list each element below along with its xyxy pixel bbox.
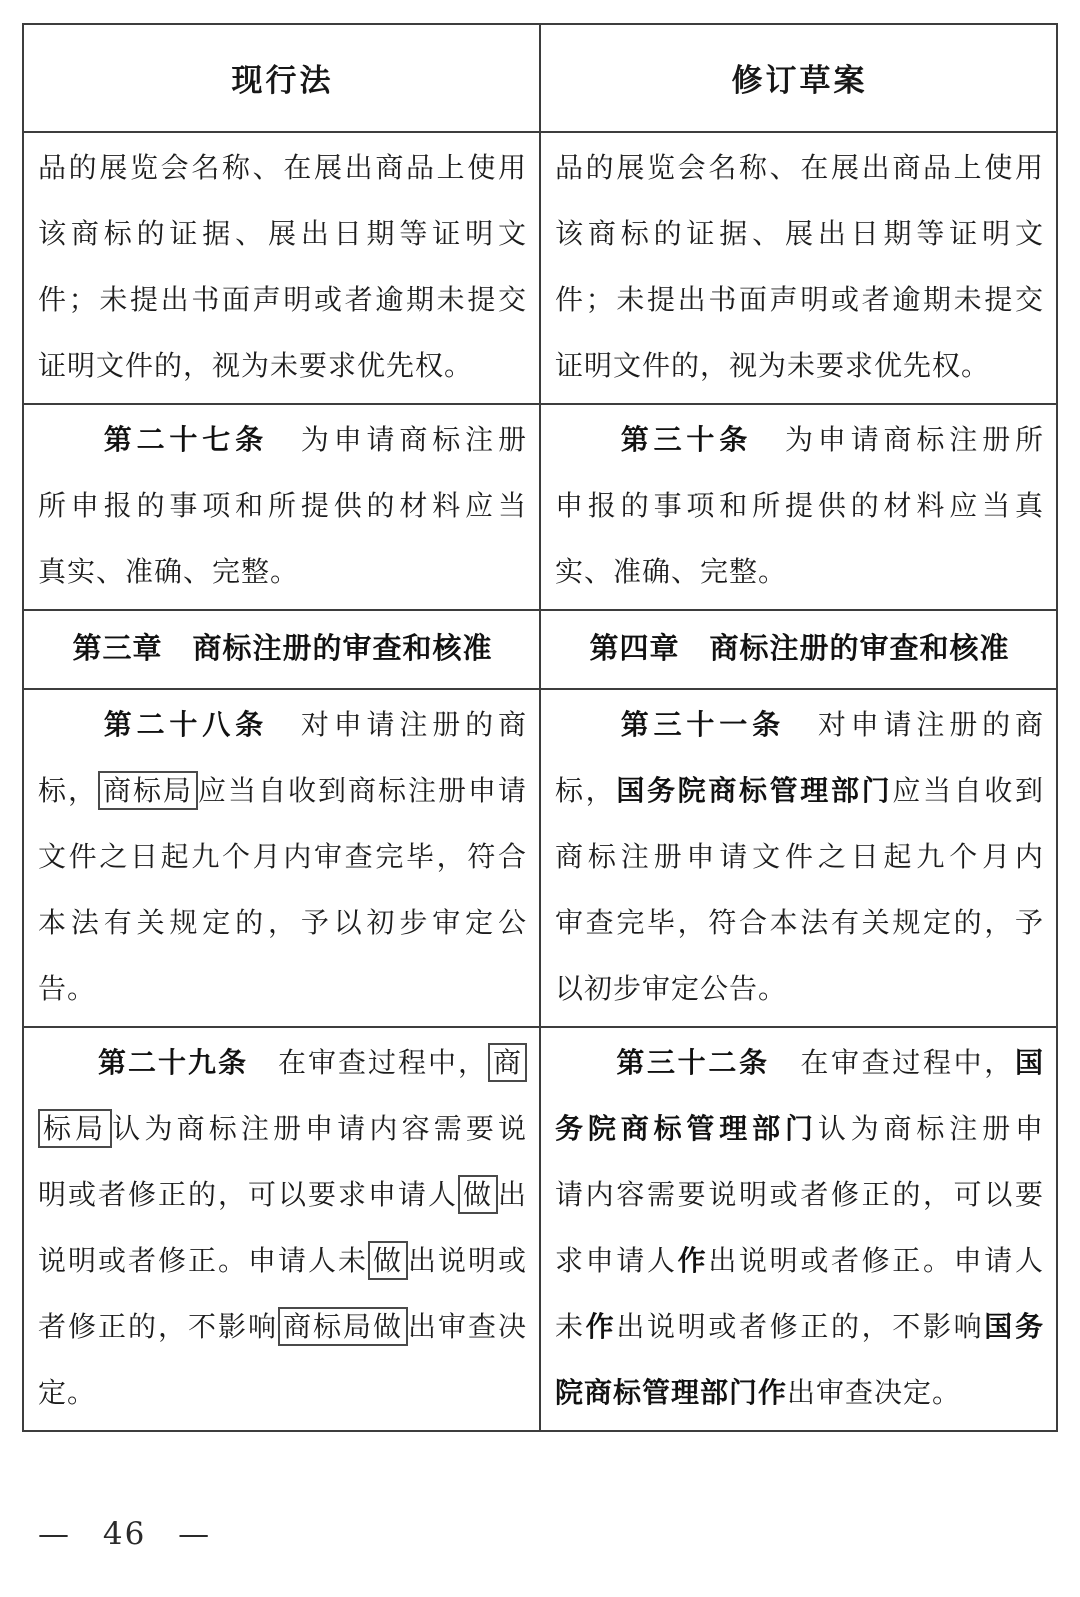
text-segment	[555, 423, 621, 456]
text-line	[38, 758, 527, 824]
text-segment: 说明或者修正。申请人未	[38, 1244, 368, 1277]
text-segment: 认为商标注册申请内容需要说	[112, 1112, 527, 1145]
text-line	[555, 758, 1044, 824]
inserted-emphasis-text: 务院商标管理部门	[555, 1112, 818, 1145]
text-line	[38, 333, 527, 399]
text-line	[38, 1294, 527, 1360]
text-segment: 求申请人	[555, 1244, 678, 1277]
text-segment: 出说明或	[407, 1244, 527, 1277]
text-segment: 证明文件的，视为未要求优先权。	[555, 349, 991, 382]
text-line	[38, 1096, 527, 1162]
text-line	[38, 956, 527, 1022]
inserted-emphasis-text: 第二十八条	[103, 708, 268, 741]
text-line	[555, 333, 1044, 399]
text-segment	[770, 1046, 801, 1079]
text-segment: 者修正的，不影响	[38, 1310, 278, 1343]
text-line	[38, 1030, 527, 1096]
text-segment	[785, 708, 818, 741]
text-segment: 文件之日起九个月内审查完毕，符合	[38, 840, 527, 873]
text-line	[38, 407, 527, 473]
text-segment: 件；未提出书面声明或者逾期未提交	[38, 283, 527, 316]
inserted-emphasis-text: 第三十条	[620, 423, 753, 456]
table-row	[23, 132, 1057, 404]
inserted-emphasis-text: 院商标管理部门作	[555, 1376, 788, 1409]
page-number: — 46 —	[38, 1516, 212, 1552]
text-line	[555, 473, 1044, 539]
header-revised-draft: 修订草案	[540, 24, 1057, 132]
header-row	[23, 24, 1057, 132]
text-line	[555, 1294, 1044, 1360]
text-segment	[248, 1046, 278, 1079]
text-line	[38, 267, 527, 333]
text-line	[555, 1360, 1044, 1426]
cell-current-law	[23, 132, 540, 404]
text-line	[555, 1228, 1044, 1294]
text-segment: 审查完毕，符合本法有关规定的，予	[555, 906, 1044, 939]
text-segment: 申报的事项和所提供的材料应当真	[555, 489, 1044, 522]
inserted-emphasis-text: 作	[585, 1310, 617, 1343]
text-segment: 为申请商标注册所	[785, 423, 1044, 456]
inserted-emphasis-text: 国务院商标管理部门	[616, 774, 893, 807]
text-line	[555, 1096, 1044, 1162]
text-line	[555, 201, 1044, 267]
inserted-emphasis-text: 第四章 商标注册的审查和核准	[589, 631, 1010, 665]
text-segment: 应当自收到商标注册申请	[198, 774, 527, 807]
inserted-emphasis-text: 第三章 商标注册的审查和核准	[72, 631, 493, 665]
text-segment: 在审查过程中，	[277, 1046, 488, 1079]
cell-revised-draft	[540, 689, 1057, 1027]
text-segment: 实、准确、完整。	[555, 555, 788, 588]
cell-current-law	[23, 1027, 540, 1431]
text-segment: 对申请注册的商	[300, 708, 527, 741]
text-segment: 品的展览会名称、在展出商品上使用	[38, 151, 527, 184]
cell-current-law	[23, 610, 540, 689]
text-segment: 出审查决定。	[787, 1376, 962, 1409]
boxed-deleted-text: 做	[368, 1241, 408, 1280]
text-segment	[555, 708, 621, 741]
text-segment: 对申请注册的商	[817, 708, 1044, 741]
text-line	[555, 1162, 1044, 1228]
comparison-table-header	[23, 24, 1057, 132]
text-segment: 以初步审定公告。	[555, 972, 788, 1005]
text-segment: 为申请商标注册	[300, 423, 527, 456]
table-row	[23, 689, 1057, 1027]
text-line	[555, 539, 1044, 605]
text-line	[38, 473, 527, 539]
text-segment	[268, 423, 301, 456]
comparison-table-body	[23, 132, 1057, 1431]
text-line	[38, 539, 527, 605]
text-line	[38, 613, 527, 684]
text-line	[555, 613, 1044, 684]
text-segment: 商标注册申请文件之日起九个月内	[555, 840, 1044, 873]
text-segment: 标，	[38, 774, 98, 807]
text-line	[38, 890, 527, 956]
boxed-deleted-text: 商标局	[98, 771, 198, 810]
inserted-emphasis-text: 国	[1014, 1046, 1044, 1079]
boxed-deleted-text: 商	[488, 1043, 527, 1082]
comparison-table	[22, 23, 1058, 1432]
table-row	[23, 404, 1057, 610]
text-segment: 应当自收到	[892, 774, 1044, 807]
text-segment	[555, 1046, 616, 1079]
boxed-deleted-text: 做	[458, 1175, 498, 1214]
text-line	[38, 1228, 527, 1294]
text-segment: 品的展览会名称、在展出商品上使用	[555, 151, 1044, 184]
text-segment	[268, 708, 301, 741]
table-row	[23, 1027, 1057, 1431]
inserted-emphasis-text: 第二十九条	[98, 1046, 248, 1079]
cell-revised-draft	[540, 404, 1057, 610]
text-segment	[38, 1046, 98, 1079]
text-segment: 认为商标注册申	[817, 1112, 1044, 1145]
cell-revised-draft	[540, 1027, 1057, 1431]
text-line	[38, 201, 527, 267]
text-line	[38, 692, 527, 758]
text-line	[555, 135, 1044, 201]
text-segment: 出说明或者修正。申请人	[708, 1244, 1044, 1277]
text-segment: 该商标的证据、展出日期等证明文	[38, 217, 527, 250]
text-line	[555, 956, 1044, 1022]
text-segment	[38, 708, 104, 741]
text-line	[555, 824, 1044, 890]
text-segment: 未	[555, 1310, 586, 1343]
inserted-emphasis-text: 第三十一条	[620, 708, 785, 741]
text-segment	[752, 423, 785, 456]
text-line	[38, 135, 527, 201]
text-segment: 本法有关规定的，予以初步审定公	[38, 906, 527, 939]
text-segment: 证明文件的，视为未要求优先权。	[38, 349, 474, 382]
cell-current-law	[23, 689, 540, 1027]
text-segment: 所申报的事项和所提供的材料应当	[38, 489, 527, 522]
text-segment: 明或者修正的，可以要求申请人	[38, 1178, 458, 1211]
text-line	[38, 824, 527, 890]
text-line	[38, 1162, 527, 1228]
inserted-emphasis-text: 第二十七条	[103, 423, 268, 456]
text-segment	[38, 423, 104, 456]
text-line	[555, 407, 1044, 473]
text-segment: 件；未提出书面声明或者逾期未提交	[555, 283, 1044, 316]
text-segment: 请内容需要说明或者修正的，可以要	[555, 1178, 1044, 1211]
text-line	[555, 1030, 1044, 1096]
text-line	[555, 267, 1044, 333]
text-segment: 告。	[38, 972, 97, 1005]
cell-revised-draft	[540, 610, 1057, 689]
text-line	[38, 1360, 527, 1426]
text-segment: 出说明或者修正的，不影响	[616, 1310, 985, 1343]
boxed-deleted-text: 商标局做	[278, 1307, 408, 1346]
text-segment: 出	[497, 1178, 527, 1211]
text-line	[555, 890, 1044, 956]
text-segment: 标，	[555, 774, 617, 807]
inserted-emphasis-text: 作	[677, 1244, 709, 1277]
boxed-deleted-text: 标局	[38, 1109, 112, 1148]
text-segment: 定。	[38, 1376, 97, 1409]
inserted-emphasis-text: 第三十二条	[616, 1046, 770, 1079]
cell-revised-draft	[540, 132, 1057, 404]
table-row	[23, 610, 1057, 689]
cell-current-law	[23, 404, 540, 610]
text-segment: 在审查过程中，	[800, 1046, 1015, 1079]
header-current-law: 现行法	[23, 24, 540, 132]
text-segment: 该商标的证据、展出日期等证明文	[555, 217, 1044, 250]
inserted-emphasis-text: 国务	[984, 1310, 1044, 1343]
text-line	[555, 692, 1044, 758]
text-segment: 出审查决	[407, 1310, 527, 1343]
text-segment: 真实、准确、完整。	[38, 555, 300, 588]
